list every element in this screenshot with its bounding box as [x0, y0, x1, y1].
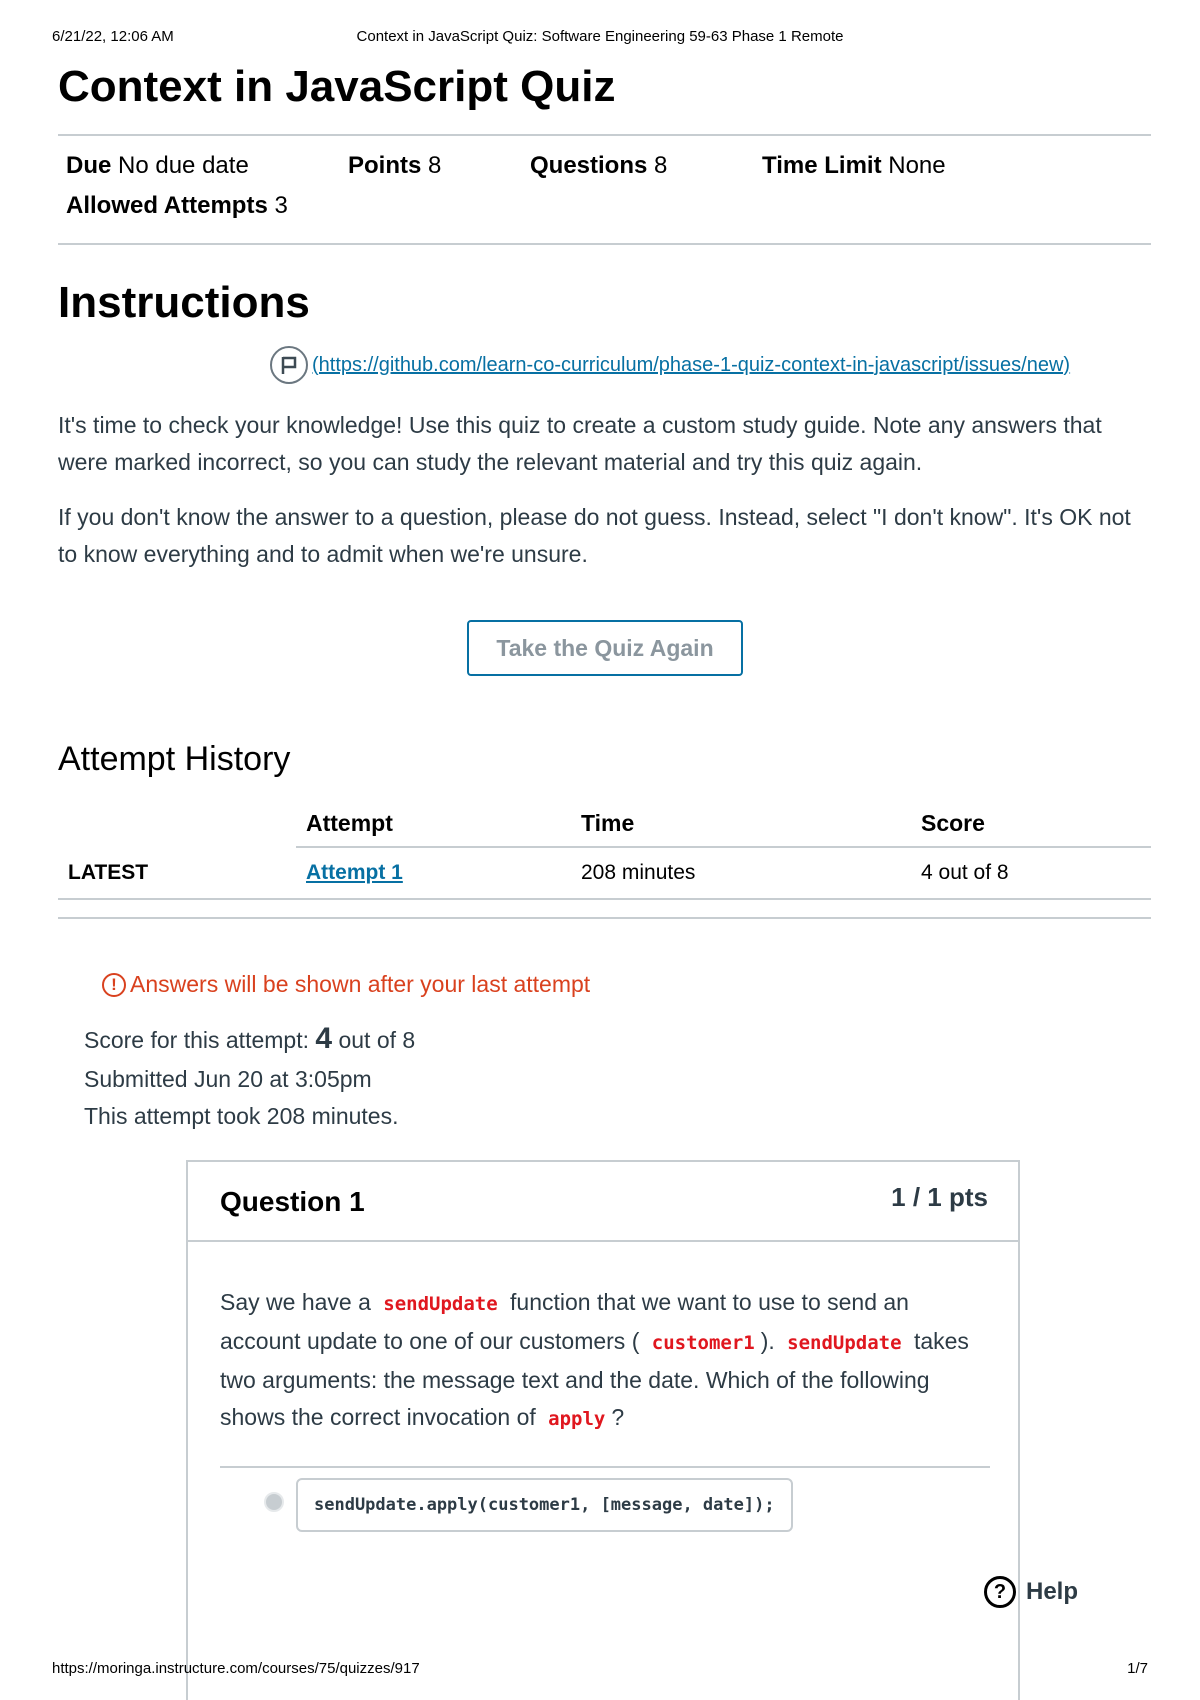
answer-radio[interactable]: [264, 1492, 284, 1512]
footer-url: https://moringa.instructure.com/courses/75/quizzes/917: [52, 1660, 420, 1677]
score-suffix: out of 8: [338, 1027, 416, 1053]
attempt-score: 4 out of 8: [911, 847, 1151, 899]
flag-icon[interactable]: [270, 346, 308, 384]
inline-code: apply: [548, 1408, 606, 1430]
attempt-duration: This attempt took 208 minutes.: [84, 1103, 399, 1129]
inline-code: sendUpdate: [383, 1293, 498, 1315]
attempts-value: 3: [274, 192, 288, 219]
attempt-score-line: [84, 1022, 415, 1056]
time-limit-info: [762, 152, 946, 180]
due-label: Due: [66, 152, 112, 179]
divider: [58, 243, 1151, 245]
alert-icon: !: [102, 973, 126, 997]
column-header-blank: [58, 800, 296, 847]
question-text-part: function that we want to use to send an account update to one of our customers (: [220, 1289, 909, 1354]
answer-option[interactable]: sendUpdate.apply(customer1, [message, date]);: [296, 1478, 793, 1532]
question-title: Question 1: [220, 1186, 365, 1217]
print-date: 6/21/22, 12:06 AM: [52, 28, 174, 45]
attempts-label: Allowed Attempts: [66, 192, 268, 219]
report-issue-link[interactable]: (https://github.com/learn-co-curriculum/phase-1-quiz-context-in-javascript/issues/new): [312, 353, 1071, 376]
warning-text: Answers will be shown after your last attempt: [130, 971, 591, 997]
divider: [220, 1466, 990, 1468]
instructions-paragraph-2: If you don't know the answer to a question, please do not guess. Instead, select "I don't know". It's OK not to know everything and to admit when we're unsure.: [58, 504, 1131, 567]
footer-page-number: 1/7: [1127, 1660, 1148, 1677]
instructions-heading: Instructions: [58, 278, 310, 327]
table-header-row: [58, 800, 1151, 847]
points-label: Points: [348, 152, 422, 179]
divider: [1018, 1540, 1020, 1580]
inline-code: customer1: [651, 1332, 755, 1354]
question-points: 1 / 1 pts: [891, 1182, 988, 1212]
question-text-part: ?: [611, 1404, 625, 1430]
attempts-info: [66, 192, 288, 220]
points-info: [348, 152, 441, 180]
column-header-time: Time: [571, 800, 911, 847]
attempt-history-table: [58, 800, 1151, 900]
instructions-paragraph-1: It's time to check your knowledge! Use this quiz to create a custom study guide. Note any answers that were marked incorrect, so you can study the relevant material and try this quiz again.: [58, 412, 1102, 475]
time-limit-label: Time Limit: [762, 152, 882, 179]
inline-code: sendUpdate: [787, 1332, 902, 1354]
question-text: [220, 1284, 980, 1438]
questions-value: 8: [654, 152, 668, 179]
print-title: Context in JavaScript Quiz: Software Engineering 59-63 Phase 1 Remote: [356, 28, 844, 45]
time-limit-value: None: [888, 152, 946, 179]
question-header: [188, 1162, 1018, 1242]
attempt-link[interactable]: Attempt 1: [306, 861, 403, 884]
latest-tag: LATEST: [58, 847, 296, 899]
column-header-score: Score: [911, 800, 1151, 847]
points-value: 8: [428, 152, 442, 179]
divider: [1018, 1625, 1020, 1645]
submitted-time: Submitted Jun 20 at 3:05pm: [84, 1066, 372, 1092]
take-quiz-again-button[interactable]: Take the Quiz Again: [467, 620, 743, 676]
help-label: Help: [1026, 1578, 1079, 1605]
table-row: [58, 847, 1151, 899]
score-prefix: Score for this attempt:: [84, 1027, 309, 1053]
question-text-part: takes two arguments: the message text and the date. Which of the following shows the correct invocation of: [220, 1328, 969, 1430]
questions-label: Questions: [530, 152, 648, 179]
divider: [58, 917, 1151, 919]
attempt-history-heading: Attempt History: [58, 740, 291, 778]
question-text-part: Say we have a: [220, 1289, 371, 1315]
due-value: No due date: [118, 152, 249, 179]
report-issue: [270, 346, 1070, 384]
help-icon: ?: [984, 1576, 1016, 1608]
column-header-attempt: Attempt: [296, 800, 571, 847]
question-card: [186, 1160, 1020, 1700]
help-button[interactable]: [984, 1576, 1078, 1608]
questions-info: [530, 152, 667, 180]
question-text-part: ).: [760, 1328, 775, 1354]
score-value: 4: [315, 1022, 333, 1055]
answers-warning: [102, 971, 590, 998]
due-info: [66, 152, 249, 180]
divider: [58, 134, 1151, 136]
attempt-time: 208 minutes: [571, 847, 911, 899]
page-title: Context in JavaScript Quiz: [58, 62, 616, 111]
